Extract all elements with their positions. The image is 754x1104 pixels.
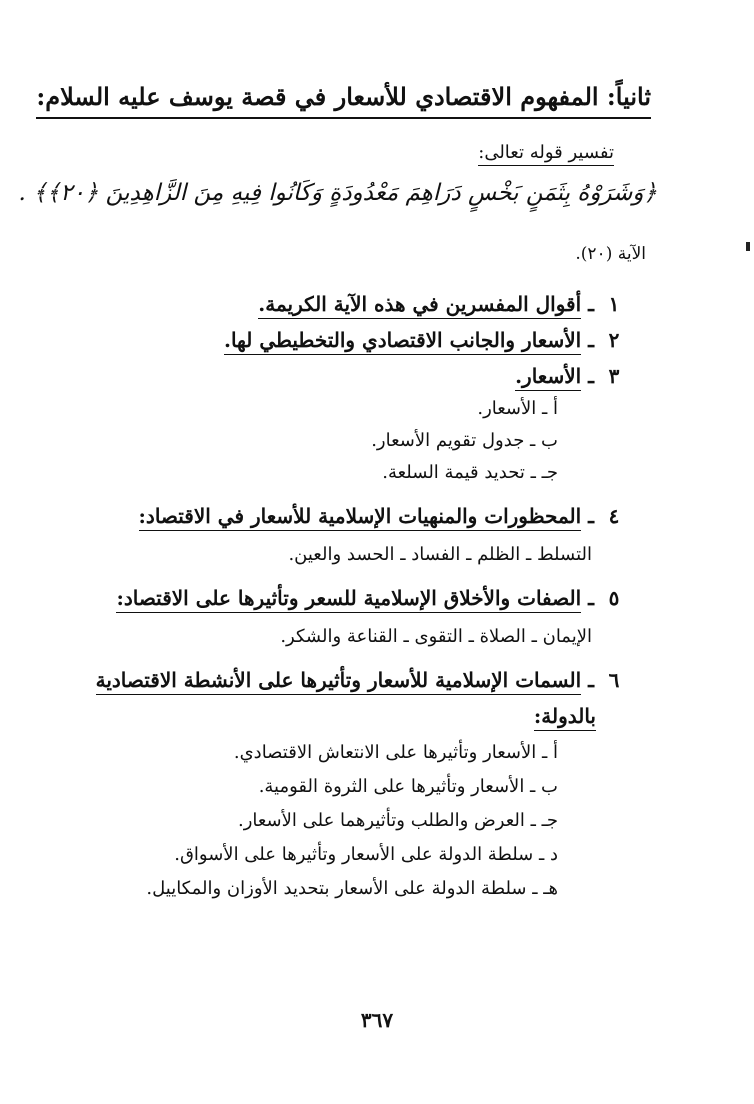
list-item-text: الأسعار والجانب الاقتصادي والتخطيطي لها.: [224, 328, 581, 355]
ayah-reference: الآية (٢٠).: [575, 244, 646, 264]
section-title: [36, 82, 651, 111]
sublist-6-e: هـ ـ سلطة الدولة على الأسعار بتحديد الأوزان والمكاييل.: [146, 878, 558, 899]
list-item-6: ٦ـ السمات الإسلامية للأسعار وتأثيرها على الأنشطة الاقتصادية: [96, 668, 634, 692]
tafsir-label: [478, 142, 614, 163]
list-item-number: ١: [608, 292, 620, 316]
list-item-number: ٥: [608, 586, 620, 610]
list-item-5: ٥ـ الصفات والأخلاق الإسلامية للسعر وتأثيرها على الاقتصاد:: [116, 586, 634, 610]
sublist-3-b: ب ـ جدول تقويم الأسعار.: [371, 430, 558, 451]
list-item-6-continuation: بالدولة:: [534, 704, 596, 728]
item-5-detail: الإيمان ـ الصلاة ـ التقوى ـ القناعة والشكر.: [280, 626, 592, 647]
item-4-detail: التسلط ـ الظلم ـ الفساد ـ الحسد والعين.: [288, 544, 592, 565]
sublist-6-d: د ـ سلطة الدولة على الأسعار وتأثيرها على الأسواق.: [174, 844, 558, 865]
list-item-text: المحظورات والمنهيات الإسلامية للأسعار في الاقتصاد:: [139, 504, 582, 531]
list-item-4: ٤ـ المحظورات والمنهيات الإسلامية للأسعار في الاقتصاد:: [139, 504, 634, 528]
scan-mark: [746, 242, 750, 251]
list-item-number: ٤: [608, 504, 620, 528]
sublist-3-c: جـ ـ تحديد قيمة السلعة.: [382, 462, 558, 483]
sublist-3-a: أ ـ الأسعار.: [477, 398, 558, 419]
section-title-text: ثانياً: المفهوم الاقتصادي للأسعار في قصة يوسف عليه السلام:: [36, 82, 651, 119]
list-item-1: ١ـ أقوال المفسرين في هذه الآية الكريمة.: [258, 292, 634, 316]
list-item-number: ٦: [608, 668, 620, 692]
sublist-6-c: جـ ـ العرض والطلب وتأثيرهما على الأسعار.: [237, 810, 558, 831]
list-item-text: أقوال المفسرين في هذه الآية الكريمة.: [258, 292, 581, 319]
list-item-number: ٢: [608, 328, 620, 352]
list-item-2: ٢ـ الأسعار والجانب الاقتصادي والتخطيطي لها.: [224, 328, 634, 352]
quran-verse: ﴿وَشَرَوْهُ بِثَمَنٍ بَخْسٍ دَرَاهِمَ مَعْدُودَةٍ وَكَانُوا فِيهِ مِنَ الزَّاهِدِينَ ﴿٢٠﴾﴾ .: [18, 180, 657, 206]
list-item-3: ٣ـ الأسعار.: [515, 364, 634, 388]
list-item-number: ٣: [608, 364, 620, 388]
list-item-text: الصفات والأخلاق الإسلامية للسعر وتأثيرها على الاقتصاد:: [116, 586, 581, 613]
list-item-text: الأسعار.: [515, 364, 581, 391]
page-number: ٣٦٧: [360, 1008, 394, 1032]
list-item-text: السمات الإسلامية للأسعار وتأثيرها على الأنشطة الاقتصادية: [96, 668, 582, 695]
sublist-6-b: ب ـ الأسعار وتأثيرها على الثروة القومية.: [258, 776, 558, 797]
tafsir-label-text: تفسير قوله تعالى:: [478, 142, 614, 166]
sublist-6-a: أ ـ الأسعار وتأثيرها على الانتعاش الاقتصادي.: [233, 742, 558, 763]
